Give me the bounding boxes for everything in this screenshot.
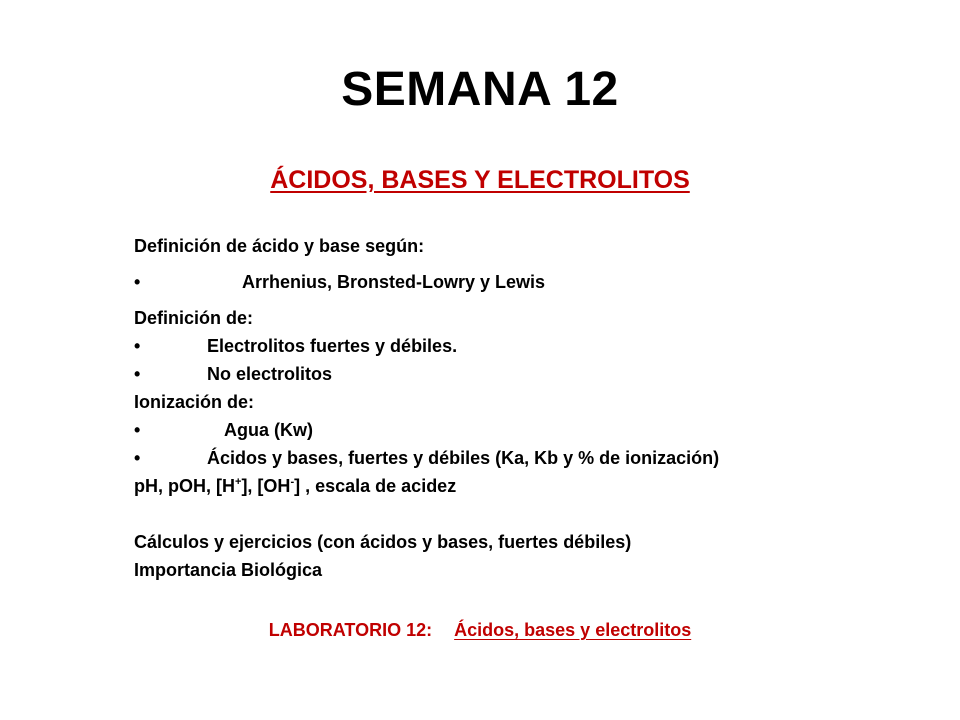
list-item-electrolitos: • Electrolitos fuertes y débiles. xyxy=(134,332,934,360)
list-item-agua: • Agua (Kw) xyxy=(134,416,934,444)
electrolitos-text: Electrolitos fuertes y débiles. xyxy=(207,336,458,356)
ph-plus: + xyxy=(235,476,242,488)
def-acid-base-line: Definición de ácido y base según: xyxy=(134,236,425,256)
agua-text: Agua (Kw) xyxy=(224,420,313,440)
ph-suffix: ] , escala de acidez xyxy=(294,476,457,496)
arrhenius-text: Arrhenius, Bronsted-Lowry y Lewis xyxy=(242,272,546,292)
subtitle xyxy=(0,166,960,195)
lab-topic: Ácidos, bases y electrolitos xyxy=(454,620,692,640)
ph-minus: - xyxy=(290,476,295,488)
list-item-no-electrolitos: • No electrolitos xyxy=(134,360,934,388)
ph-mid: ], [OH xyxy=(241,476,291,496)
def-de-line: Definición de: xyxy=(134,308,254,328)
ph-prefix: pH, pOH, [H xyxy=(134,476,235,496)
lab-label: LABORATORIO 12: xyxy=(268,620,433,640)
calculos-line: Cálculos y ejercicios (con ácidos y bases, fuertes débiles) xyxy=(134,532,632,552)
ph-line xyxy=(134,472,934,500)
list-item-arrhenius: • Arrhenius, Bronsted-Lowry y Lewis xyxy=(134,268,934,296)
list-item-acidos: • Ácidos y bases, fuertes y débiles (Ka, Kb y % de ionización) xyxy=(134,444,934,472)
ionizacion-line: Ionización de: xyxy=(134,392,255,412)
acidos-text: Ácidos y bases, fuertes y débiles (Ka, Kb y % de ionización) xyxy=(207,448,720,468)
page-title: SEMANA 12 xyxy=(341,63,619,116)
lab-line xyxy=(0,620,960,641)
subtitle-text: ÁCIDOS, BASES Y ELECTROLITOS xyxy=(270,166,690,194)
importancia-line: Importancia Biológica xyxy=(134,560,323,580)
no-electrolitos-text: No electrolitos xyxy=(207,364,333,384)
content-list xyxy=(134,232,934,584)
